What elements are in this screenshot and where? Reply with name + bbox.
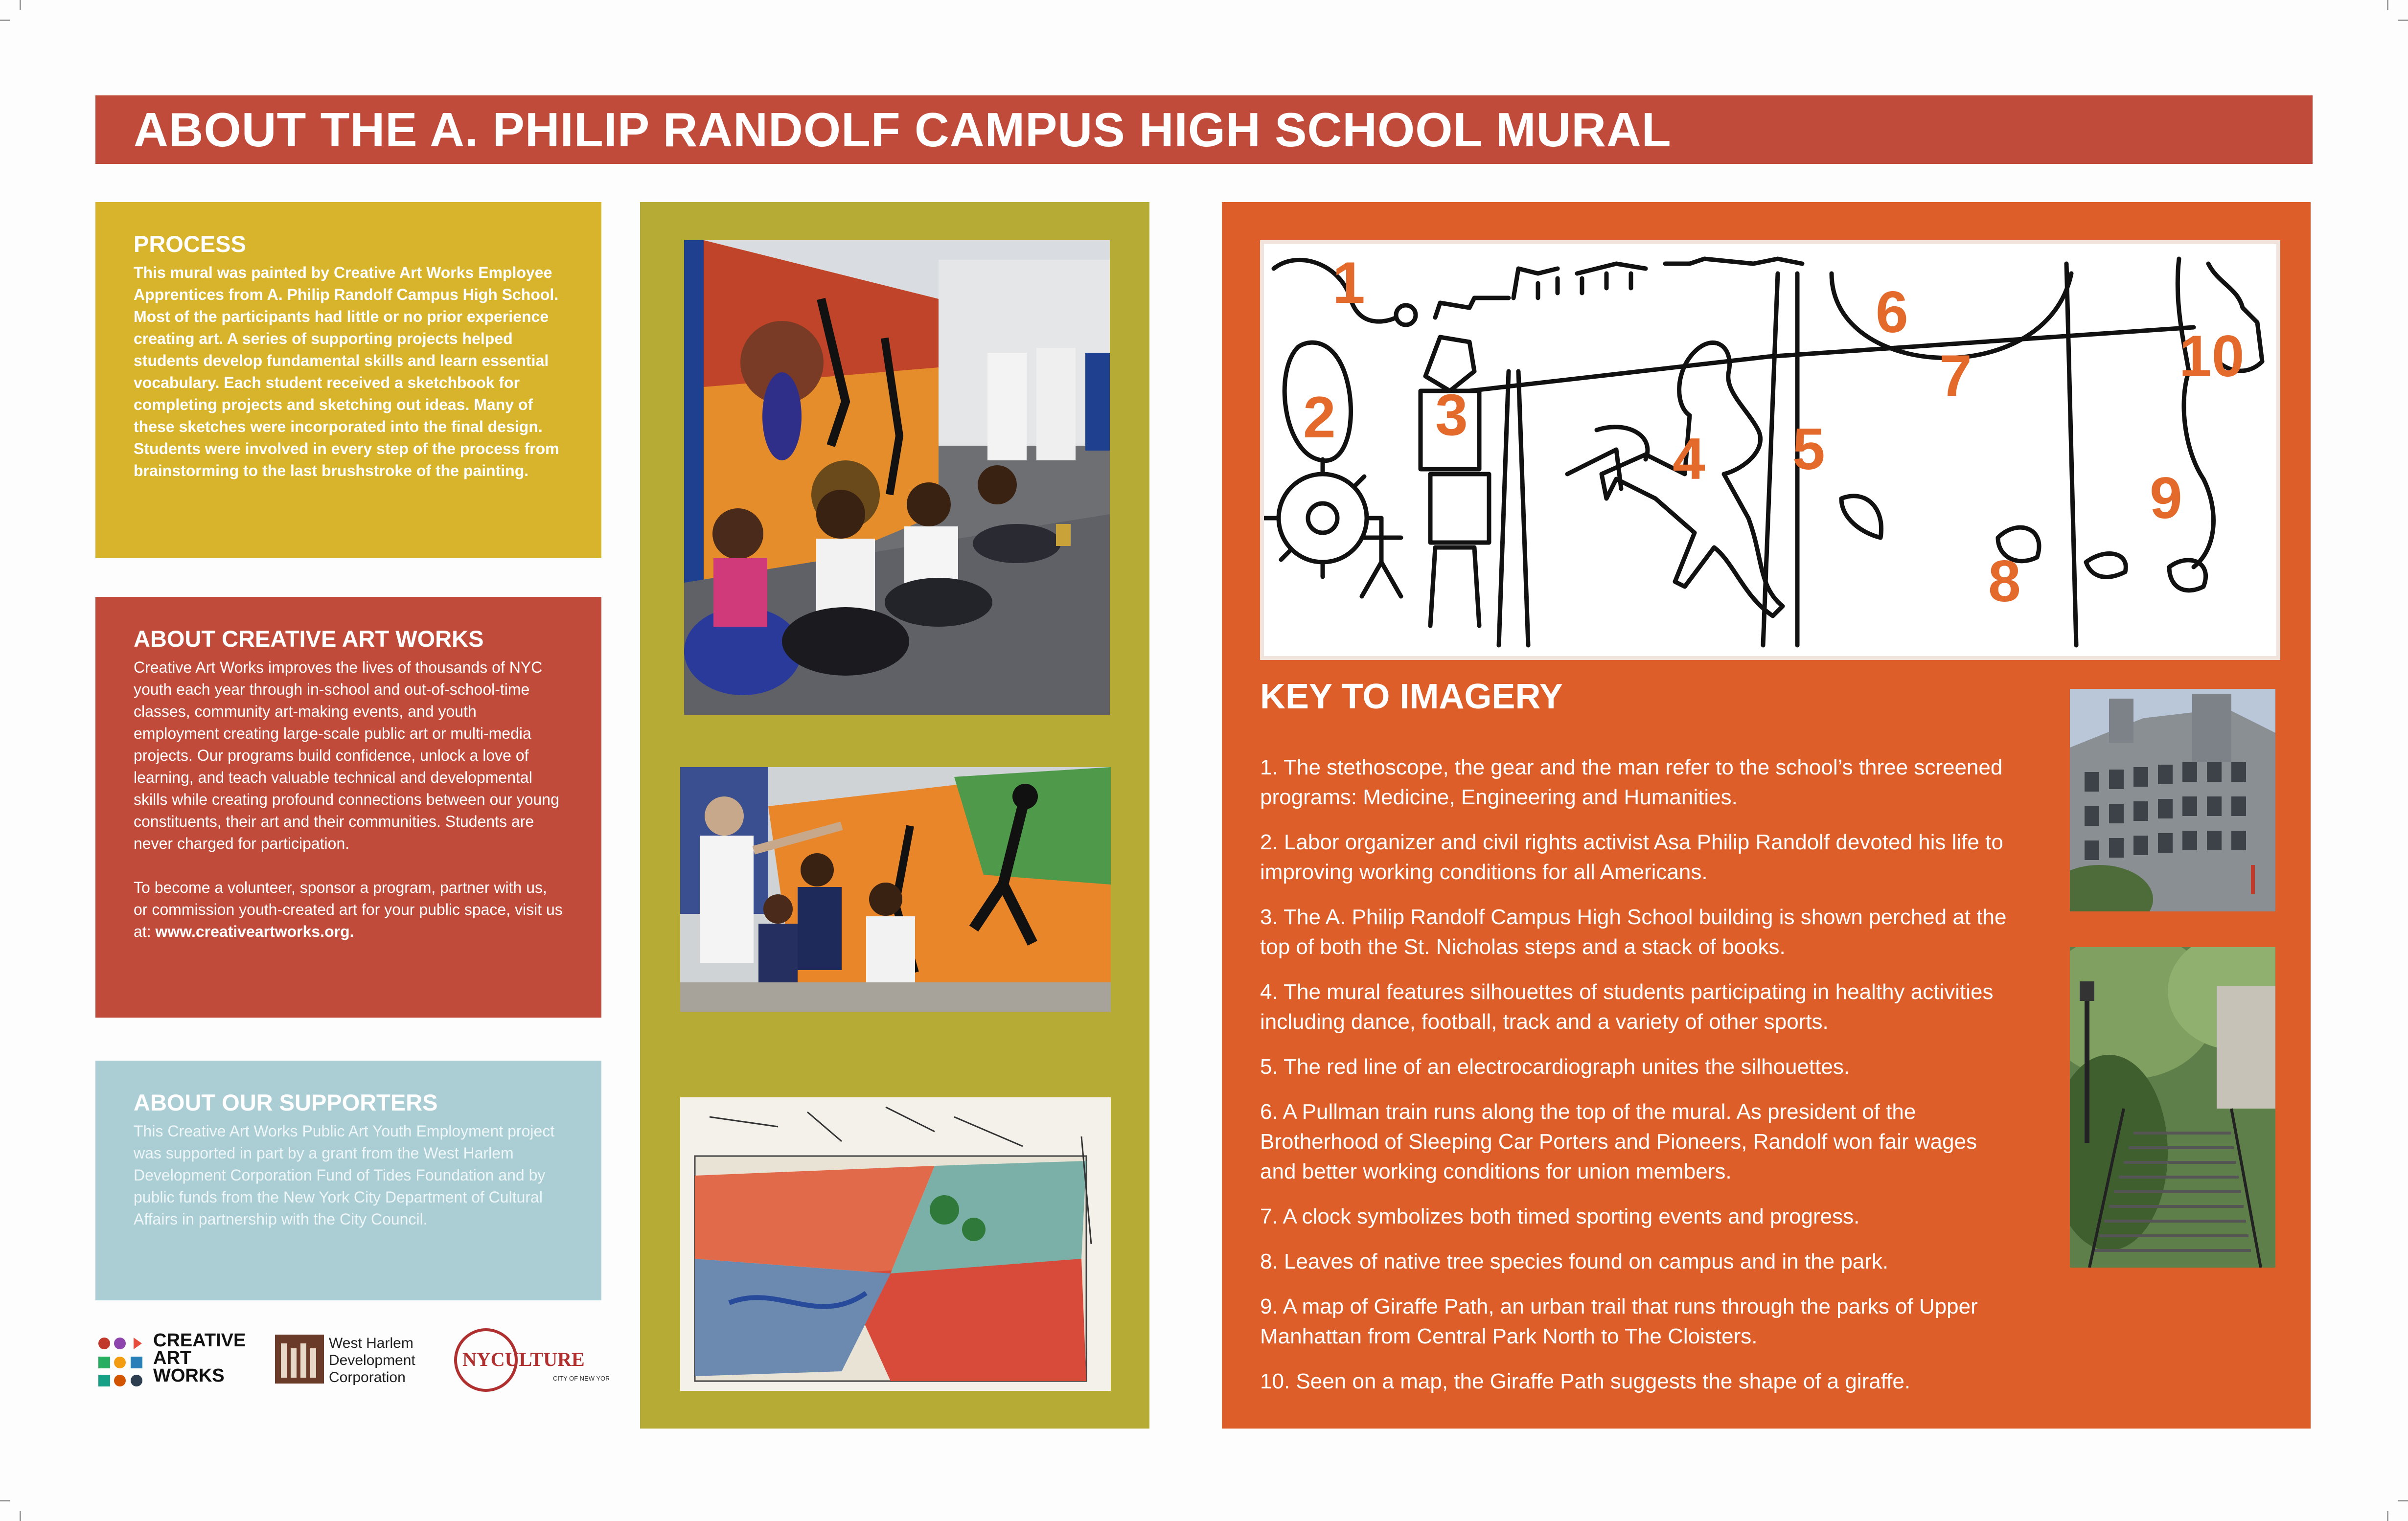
supporters-heading: ABOUT OUR SUPPORTERS <box>134 1090 438 1115</box>
school-building-photo <box>2070 689 2275 911</box>
about-caw-text: Creative Art Works improves the lives of thousands of NYC youth each year through in-school and out-of-school-time classes, community art-making events, and youth employment creating large-scale public art or multi-media projects. Our programs build confidence, unlock a love of learning, and teach valuable technical and developmental skills while creating profound connections between our young constituents, their art and their communities. Students are never charged for participation. <box>134 658 559 852</box>
caw-logo-line: WORKS <box>153 1365 225 1386</box>
about-caw-heading: ABOUT CREATIVE ART WORKS <box>134 626 484 652</box>
creative-art-works-logo <box>95 1330 252 1388</box>
process-heading: PROCESS <box>134 231 246 257</box>
key-item: 2. Labor organizer and civil rights activist Asa Philip Randolf devoted his life to improving working conditions for all Americans. <box>1260 830 2003 884</box>
key-item: 4. The mural features silhouettes of students participating in healthy activities including dance, football, track and a variety of other sports. <box>1260 980 1994 1034</box>
nyc-logo-sub: CITY OF NEW YORK <box>553 1375 609 1382</box>
crop-mark <box>0 1500 10 1501</box>
students-painting-photo <box>680 767 1111 1012</box>
west-harlem-logo <box>274 1330 440 1388</box>
whdc-logo-line: West Harlem <box>329 1335 413 1351</box>
process-panel <box>95 202 601 558</box>
crop-mark <box>20 1511 21 1521</box>
key-item: 9. A map of Giraffe Path, an urban trail that runs through the parks of Upper Manhattan from Central Park North to The Cloisters. <box>1260 1294 1978 1348</box>
nyc-logo-wordmark: NYCULTURE <box>462 1348 585 1370</box>
whdc-logo-line: Corporation <box>329 1369 406 1385</box>
key-item: 10. Seen on a map, the Giraffe Path suggests the shape of a giraffe. <box>1260 1369 1911 1393</box>
page-title: ABOUT THE A. PHILIP RANDOLF CAMPUS HIGH SCHOOL MURAL <box>134 103 1672 157</box>
nyculture-logo <box>453 1326 609 1394</box>
supporters-panel <box>95 1061 601 1300</box>
photo-column <box>640 202 1149 1429</box>
key-list <box>1260 752 2014 1411</box>
design-sketch-image <box>680 1097 1111 1391</box>
sketch-number: 7 <box>1939 343 1972 409</box>
sketch-number: 10 <box>2179 323 2245 389</box>
design-sketch-photo <box>680 1097 1111 1391</box>
caw-logo-line: ART <box>153 1348 192 1368</box>
website-link[interactable]: www.creativeartworks.org. <box>155 923 354 940</box>
process-text: This mural was painted by Creative Art Works Employee Apprentices from A. Philip Randolf Campus High School. Most of the participants had little or no prior experience creating art. A series of supporting projects helped students develop fundamental skills and learn essential vocabulary. Each student received a sketchbook for completing projects and sketching out ideas. Many of these sketches were incorporated into the final design. Students were involved in every step of the process from brainstorming to the last brushstroke of the painting. <box>134 264 559 479</box>
supporters-text: This Creative Art Works Public Art Youth Employment project was supported in part by a grant from the West Harlem Development Corporation Fund of Tides Foundation and by public funds from the New York City Department of Cultural Affairs in partnership with the City Council. <box>134 1122 555 1228</box>
students-seated-image <box>684 240 1110 715</box>
sketch-number: 1 <box>1332 250 1365 316</box>
crop-mark <box>2398 20 2408 21</box>
key-item: 7. A clock symbolizes both timed sporting events and progress. <box>1260 1204 1860 1228</box>
caw-logo-line: CREATIVE <box>153 1330 246 1351</box>
whdc-logo-line: Development <box>329 1352 415 1368</box>
sketch-number: 9 <box>2150 465 2182 531</box>
nyculture-seal-icon <box>453 1326 609 1394</box>
sketch-number: 8 <box>1988 548 2021 614</box>
crop-mark <box>20 0 21 10</box>
mural-line-drawing <box>1264 244 2269 648</box>
students-painting-image <box>680 767 1111 1012</box>
crop-mark <box>2398 1500 2408 1501</box>
key-heading: KEY TO IMAGERY <box>1260 677 1563 716</box>
crop-mark <box>2387 1511 2388 1521</box>
st-nicholas-steps-photo <box>2070 947 2275 1268</box>
key-item: 5. The red line of an electrocardiograph unites the silhouettes. <box>1260 1055 1850 1079</box>
title-bar <box>95 95 2313 164</box>
school-building-image <box>2070 689 2275 911</box>
mural-sketch-diagram <box>1260 240 2280 660</box>
sketch-number: 5 <box>1792 416 1825 482</box>
sketch-number: 3 <box>1435 382 1468 448</box>
key-panel <box>1222 202 2311 1429</box>
crop-mark <box>0 20 10 21</box>
about-caw-cta-text: To become a volunteer, sponsor a program, partner with us, or commission youth-created art for your public space, visit us at: <box>134 879 563 940</box>
about-caw-panel <box>95 597 601 1018</box>
sketch-number: 2 <box>1303 385 1336 450</box>
st-nicholas-steps-image <box>2070 947 2275 1268</box>
students-seated-photo <box>684 240 1110 715</box>
sketch-number: 4 <box>1673 426 1705 492</box>
whdc-logo-icon <box>274 1334 325 1385</box>
crop-mark <box>2387 0 2388 10</box>
key-item: 1. The stethoscope, the gear and the man refer to the school’s three screened programs: Medicine, Engineering and Humanities. <box>1260 755 2003 809</box>
sketch-number: 6 <box>1876 279 1908 345</box>
key-item: 3. The A. Philip Randolf Campus High School building is shown perched at the top of both the St. Nicholas steps and a stack of books. <box>1260 905 2007 959</box>
caw-logo-icon <box>95 1335 149 1393</box>
key-item: 8. Leaves of native tree species found on campus and in the park. <box>1260 1249 1889 1273</box>
key-item: 6. A Pullman train runs along the top of the mural. As president of the Brotherhood of Sleeping Car Porters and Pioneers, Randolf won fair wages and better working conditions for union members. <box>1260 1100 1977 1183</box>
about-caw-cta <box>134 877 563 943</box>
